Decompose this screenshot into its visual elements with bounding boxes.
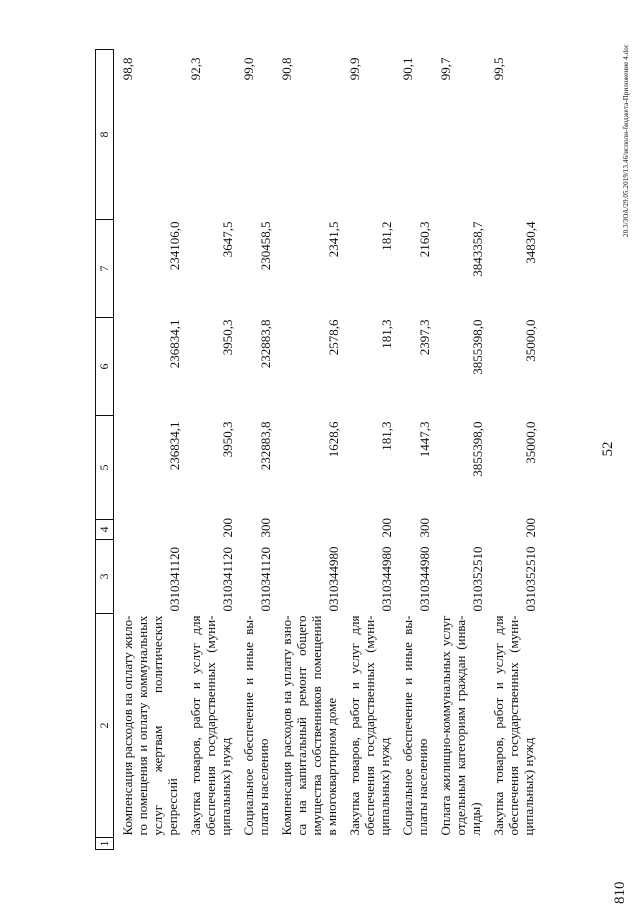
- row-value-7: 34830,4: [523, 221, 538, 264]
- row-target-code: 0310352510: [523, 546, 538, 612]
- row-value-6: 236834,1: [167, 319, 182, 369]
- row-value-8: 99,0: [241, 57, 256, 81]
- row-value-8: 99,5: [491, 57, 506, 81]
- row-expense-kind: [114, 520, 183, 540]
- row-value-8: 90,8: [279, 57, 294, 81]
- table-row: [273, 50, 341, 850]
- row-value-8: 92,3: [188, 57, 203, 81]
- row-expense-kind: [432, 520, 485, 540]
- row-target-code: 0310344980: [417, 546, 432, 612]
- column-header-7: 7: [96, 220, 114, 318]
- row-expense-kind: [273, 520, 341, 540]
- row-value-6: 35000,0: [523, 319, 538, 362]
- row-value-6: 2397,3: [417, 319, 432, 356]
- row-description: Социальное обеспечение и иные вы-платы населению: [400, 615, 430, 836]
- column-header-6: 6: [96, 318, 114, 416]
- row-expense-kind: 200: [220, 518, 235, 538]
- row-value-7: 234106,0: [167, 221, 182, 271]
- row-description: Закупка товаров, работ и услуг для обеспечения государственных (муни-ципальных) нужд: [188, 615, 233, 836]
- row-value-6: 232883,8: [258, 319, 273, 369]
- row-value-8: 90,1: [400, 57, 415, 81]
- table-row: [235, 50, 273, 850]
- column-header-3: 3: [96, 540, 114, 614]
- page-number: 52: [600, 441, 616, 457]
- row-description: Закупка товаров, работ и услуг для обеспечения государственных (муни-ципальных) нужд: [347, 615, 392, 836]
- row-expense-kind: 200: [379, 518, 394, 538]
- corner-number: 810: [612, 881, 628, 904]
- row-expense-kind: 200: [523, 518, 538, 538]
- column-header-5: 5: [96, 416, 114, 520]
- row-expense-kind: 300: [258, 518, 273, 538]
- row-value-5: 3950,3: [220, 421, 235, 458]
- row-value-8: 98,8: [120, 57, 135, 81]
- row-description: Закупка товаров, работ и услуг для обеспечения государственных (муни-ципальных) нужд: [491, 615, 536, 836]
- row-description: Компенсация расходов на оплату жило-го помещения и оплату коммунальных услуг жертвам политических репрессий: [120, 615, 180, 836]
- row-value-7: 2160,3: [417, 221, 432, 258]
- column-header-4: 4: [96, 520, 114, 540]
- row-value-7: 3647,5: [220, 221, 235, 258]
- row-target-code: 0310341120: [220, 546, 235, 612]
- row-value-5: 181,3: [379, 421, 394, 451]
- row-description: Социальное обеспечение и иные вы-платы населению: [241, 615, 271, 836]
- row-value-5: 1628,6: [326, 421, 341, 458]
- row-target-code: 0310352510: [470, 546, 485, 612]
- column-header-2: 2: [96, 614, 114, 838]
- column-header-1: 1: [96, 838, 114, 850]
- row-target-code: 0310341120: [258, 546, 273, 612]
- table-row: [341, 50, 394, 850]
- row-target-code: 0310344980: [379, 546, 394, 612]
- row-value-5: 1447,3: [417, 421, 432, 458]
- table-row: [182, 50, 235, 850]
- row-description: Оплата жилищно-коммунальных услуг отдельным категориям граждан (инва-лиды): [438, 615, 483, 836]
- table-row: [114, 50, 183, 850]
- row-value-6: 3855398,0: [470, 319, 485, 375]
- footer-file-path: 20.3/ЗОА/29.05.2019/13.46/исполн-бюджета-Приложение 4.doc: [622, 44, 630, 237]
- row-value-5: 232883,8: [258, 421, 273, 471]
- column-header-8: 8: [96, 50, 114, 220]
- row-value-5: 35000,0: [523, 421, 538, 464]
- row-value-7: 3843358,7: [470, 221, 485, 277]
- row-description: Компенсация расходов на уплату взно-са на капитальный ремонт общего имущества собственников помещений в многоквартирном доме: [279, 615, 339, 836]
- table-row: [485, 50, 538, 850]
- row-target-code: 0310341120: [167, 546, 182, 612]
- row-value-6: 181,3: [379, 319, 394, 349]
- row-value-5: 236834,1: [167, 421, 182, 471]
- row-value-7: 181,2: [379, 221, 394, 251]
- row-value-8: 99,7: [438, 57, 453, 81]
- row-value-6: 2578,6: [326, 319, 341, 356]
- row-value-6: 3950,3: [220, 319, 235, 356]
- row-target-code: 0310344980: [326, 546, 341, 612]
- table-row: [394, 50, 432, 850]
- row-value-8: 99,9: [347, 57, 362, 81]
- column-number-row: [96, 50, 114, 850]
- budget-table: [95, 49, 538, 850]
- row-value-5: 3855398,0: [470, 421, 485, 477]
- row-expense-kind: 300: [417, 518, 432, 538]
- row-value-7: 2341,5: [326, 221, 341, 258]
- row-value-7: 230458,5: [258, 221, 273, 271]
- table-row: [432, 50, 485, 850]
